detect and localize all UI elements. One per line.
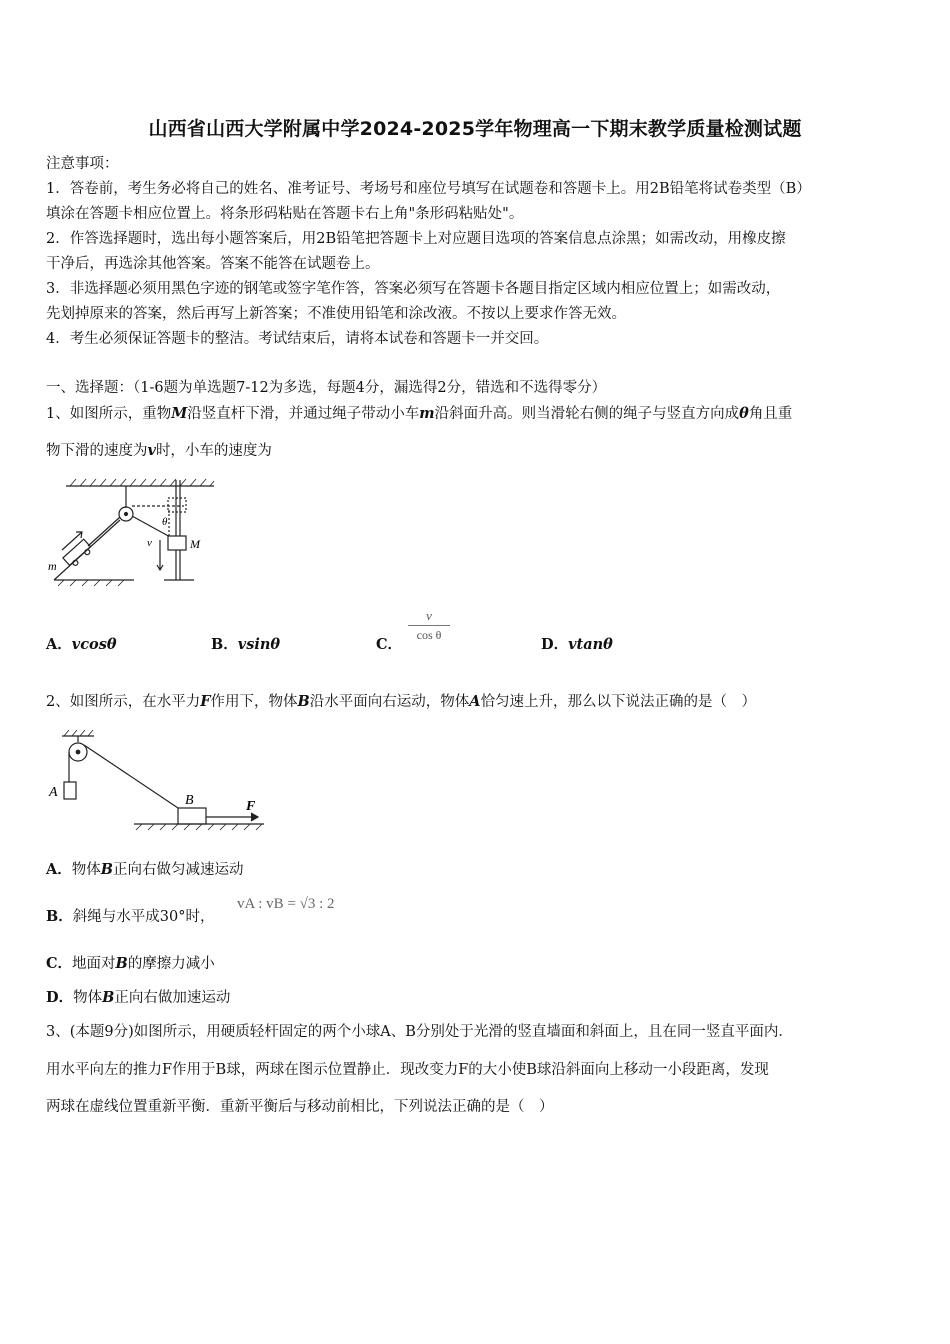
label-v: v <box>147 537 152 549</box>
q1-option-C-fraction: v cos θ <box>408 608 450 643</box>
label-A: A <box>49 785 58 800</box>
label-theta: θ <box>162 516 168 528</box>
label-B: B <box>185 793 194 808</box>
label-m: m <box>48 559 57 573</box>
q1-option-B: B．vsinθ <box>211 636 281 653</box>
q3-stem-line3: 两球在虚线位置重新平衡．重新平衡后与移动前相比，下列说法正确的是（ ） <box>46 1099 554 1115</box>
q2-figure <box>44 728 266 836</box>
q2-option-B-formula: vA : vB = √3 : 2 <box>237 896 335 912</box>
label-F: F <box>246 799 256 814</box>
q1-figure <box>44 470 220 588</box>
notice-line: 先划掉原来的答案，然后再写上新答案；不准使用铅笔和涂改液。不按以上要求作答无效。 <box>46 306 626 322</box>
section-heading: 一、选择题：（1-6题为单选题7-12为多选，每题4分，漏选得2分，错选和不选得零分） <box>46 380 607 396</box>
q3-stem-line2: 用水平向左的推力F作用于B球，两球在图示位置静止．现改变力F的大小使B球沿斜面向上移动一小段距离，发现 <box>46 1062 769 1078</box>
q1-stem-line2: 物下滑的速度为v时，小车的速度为 <box>46 442 272 459</box>
q3-stem-line1: 3、(本题9分)如图所示，用硬质轻杆固定的两个小球A、B分别处于光滑的竖直墙面和斜面上，且在同一竖直平面内． <box>46 1024 793 1040</box>
q1-option-C: C． <box>376 636 403 653</box>
notice-line: 2．作答选择题时，选出每小题答案后，用2B铅笔把答题卡上对应题目选项的答案信息点涂黑；如需改动，用橡皮擦 <box>46 231 786 247</box>
q2-option-C: C．地面对B的摩擦力减小 <box>46 955 215 972</box>
q2-stem: 2、如图所示，在水平力F作用下，物体B沿水平面向右运动，物体A恰匀速上升，那么以下说法正确的是（ ） <box>46 693 757 710</box>
q1-stem-line1: 1、如图所示，重物M沿竖直杆下滑，并通过绳子带动小车m沿斜面升高。则当滑轮右侧的绳子与竖直方向成θ角且重 <box>46 405 793 422</box>
notice-line: 3．非选择题必须用黑色字迹的钢笔或签字笔作答，答案必须写在答题卡各题目指定区域内相应位置上；如需改动， <box>46 281 781 297</box>
q2-option-D: D．物体B正向右做加速运动 <box>46 989 231 1006</box>
q2-option-A: A．物体B正向右做匀减速运动 <box>46 861 244 878</box>
label-M: M <box>190 537 200 551</box>
q1-option-D: D．vtanθ <box>541 636 613 653</box>
q2-option-B: B．斜绳与水平成30°时， <box>46 908 215 925</box>
notice-line: 干净后，再选涂其他答案。答案不能答在试题卷上。 <box>46 256 380 272</box>
q1-option-A: A．vcosθ <box>46 636 117 653</box>
page-title: 山西省山西大学附属中学2024-2025学年物理高一下期末教学质量检测试题 <box>148 118 802 140</box>
notice-heading: 注意事项： <box>46 156 119 172</box>
notice-line: 1．答卷前，考生务必将自己的姓名、准考证号、考场号和座位号填写在试题卷和答题卡上。用2B铅笔将试卷类型（B） <box>46 181 811 197</box>
notice-line: 4．考生必须保证答题卡的整洁。考试结束后，请将本试卷和答题卡一并交回。 <box>46 331 549 347</box>
notice-line: 填涂在答题卡相应位置上。将条形码粘贴在答题卡右上角"条形码粘贴处"。 <box>46 206 524 222</box>
